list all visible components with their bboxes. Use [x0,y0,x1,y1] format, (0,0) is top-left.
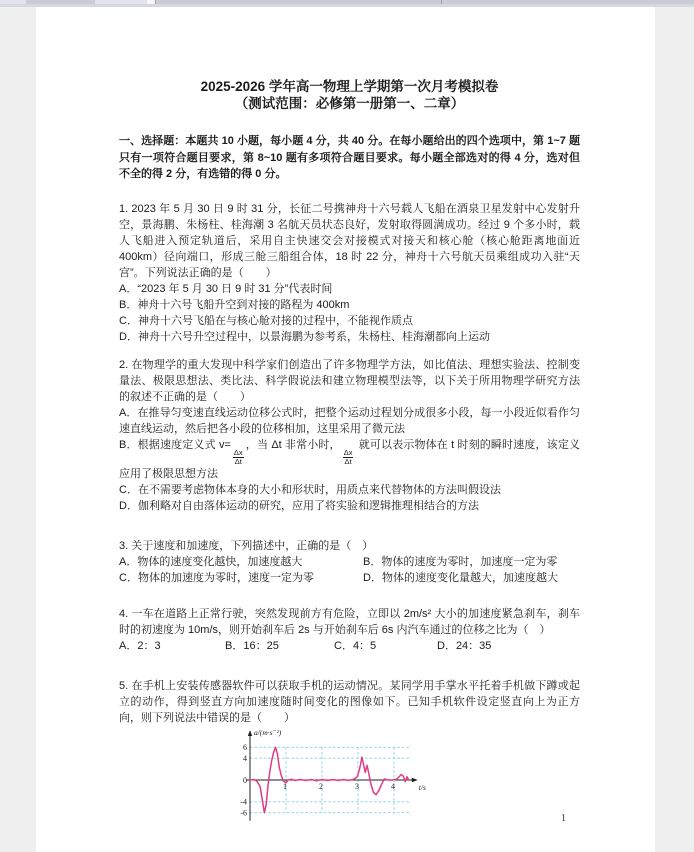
question-2-option-c: C．在不需要考虑物体本身的大小和形状时，用质点来代替物体的方法叫假设法 [119,483,501,496]
fraction-denominator: Δt [344,456,352,466]
svg-text:6: 6 [243,742,247,752]
question-2-stem: 2. 在物理学的重大发现中科学家们创造出了许多物理学方法，如比值法、理想实验法、控制变量法、极限思想法、类比法、科学假说法和建立物理模型法等，以下关于所用物理学研究方法的叙述不正确的是（ ） [119,358,580,403]
question-4-options [119,638,580,654]
question-4-option-d: D．24：35 [437,639,492,652]
question-3-option-b: B．物体的速度为零时，加速度一定为零 [363,555,558,568]
svg-text:-6: -6 [240,808,247,817]
question-4-option-b: B．16：25 [225,639,279,652]
svg-text:4: 4 [243,753,247,763]
option-b-text-pre: B．根据速度定义式 v= [119,438,231,451]
fraction-numerator: Δx [343,447,353,457]
svg-text:1: 1 [283,781,287,791]
question-1-option-c: C．神舟十六号飞船在与核心舱对接的过程中，不能视作质点 [119,314,413,327]
svg-text:4: 4 [391,781,395,791]
svg-text:2: 2 [319,781,323,791]
question-1-stem: 1. 2023 年 5 月 30 日 9 时 31 分，长征二号携神舟十六号载人飞船在酒泉卫星发射中心发射升空，景海鹏、朱杨柱、桂海潮 3 名航天员状态良好，发射取得圆满成功。经过 9 个多小时，载人飞船进入预定轨道后，采用自主快速交会对接模式对接天和核心舱（核心舱距离地面近 400km）径向端口，形成三舱三船组合体，18 时 22 分，神舟十六号航天员乘组成功入驻“天宫”。下列说法正确的是（ ） [119,202,580,279]
page-number: 1 [561,813,566,824]
svg-text:3: 3 [355,781,359,791]
exam-title: 2025-2026 学年高一物理上学期第一次月考模拟卷 [200,79,499,94]
page-content [36,7,655,826]
question-4-option-c: C．4：5 [334,639,377,652]
exam-paper-page [36,7,655,852]
question-3-option-d: D．物体的速度变化量越大，加速度越大 [363,571,558,584]
question-3-stem: 3. 关于速度和加速度，下列描述中，正确的是（ ） [119,539,374,552]
section-1-header: 一、选择题：本题共 10 小题，每小题 4 分，共 40 分。在每小题给出的四个选项中，第 1~7 题只有一项符合题目要求，第 8~10 题有多项符合题目要求。每小题全部选对的得 4 分，选对但不全的得 2 分，有选错的得 0 分。 [119,135,580,180]
question-2-option-a: A．在推导匀变速直线运动位移公式时，把整个运动过程划分成很多小段，每一小段近似看作匀速直线运动，然后把各小段的位移相加，这里采用了微元法 [119,406,580,435]
svg-text:-4: -4 [240,797,247,807]
question-2 [119,357,580,514]
acceleration-time-graph [233,728,437,826]
exam-subtitle: （测试范围：必修第一册第一、二章） [234,96,465,111]
delta-x-over-delta-t-fraction [233,449,244,466]
delta-x-over-delta-t-fraction [343,449,354,466]
question-2-option-d: D．伽利略对自由落体运动的研究，应用了将实验和逻辑推理相结合的方法 [119,499,479,512]
question-1-option-a: A．“2023 年 5 月 30 日 9 时 31 分”代表时间 [119,282,333,295]
fraction-denominator: Δt [234,456,242,466]
question-3-options [119,554,580,586]
fraction-numerator: Δx [233,447,243,457]
svg-text:t/s: t/s [418,782,426,792]
question-5-figure [233,728,580,826]
question-3-option-c: C．物体的加速度为零时，速度一定为零 [119,571,314,584]
question-3 [119,538,580,586]
question-1-option-b: B．神舟十六号飞船升空到对接的路程为 400km [119,298,350,311]
question-5-stem: 5. 在手机上安装传感器软件可以获取手机的运动情况。某同学用手掌水平托着手机做下蹲或起立的动作，得到竖直方向加速度随时间变化的图像如下。已知手机软件设定竖直向上为正方向，则下列说法中错误的是（ ） [119,679,580,724]
svg-text:a/(m·s⁻²): a/(m·s⁻²) [254,727,282,737]
question-1 [119,201,580,345]
question-1-option-d: D．神舟十六号升空过程中，以景海鹏为参考系，朱杨柱、桂海潮都向上运动 [119,330,490,343]
option-b-text-post: 就可以表示物体在 t 时刻的瞬时速度，该定义应用了极限思想方法 [119,438,580,480]
question-2-option-b [119,437,580,482]
svg-text:0: 0 [243,775,247,785]
question-5 [119,678,580,826]
option-b-text-mid: ，当 Δt 非常小时， [245,438,341,451]
question-4-stem: 4. 一车在道路上正常行驶，突然发现前方有危险，立即以 2m/s² 大小的加速度紧急刹车，刹车时的初速度为 10m/s，则开始刹车后 2s 与开始刹车后 6s 内汽车通过的位移之比为（ ） [119,607,580,636]
question-4 [119,606,580,654]
question-3-option-a: A．物体的速度变化越快，加速度越大 [119,555,303,568]
question-4-option-a: A．2：3 [119,639,161,652]
